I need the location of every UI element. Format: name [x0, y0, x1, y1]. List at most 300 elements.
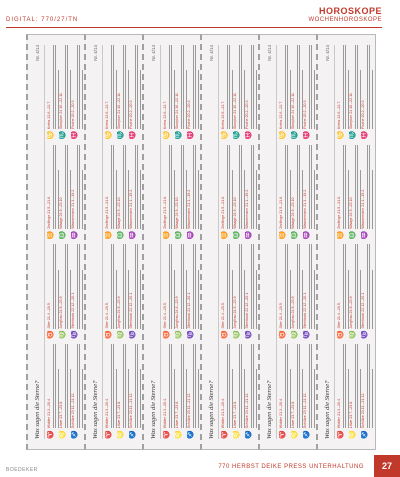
zodiac-text — [245, 344, 257, 428]
zodiac-entry — [117, 145, 129, 240]
horoscope-text-line — [345, 344, 346, 428]
horoscope-text-line — [371, 369, 372, 428]
zodiac-sign-name: Widder 21.3.–20.4. — [162, 397, 167, 429]
zodiac-sign-name: Löwe 23.7.–23.8. — [348, 400, 353, 429]
column-title: Was sagen die Sterne? — [149, 380, 157, 439]
horoscope-text-line — [226, 344, 227, 428]
zodiac-entry — [105, 45, 117, 140]
horoscope-text-line — [52, 344, 53, 428]
zodiac-text — [163, 145, 175, 229]
horoscope-text-line — [197, 170, 198, 229]
taurus-icon: ♉ — [336, 330, 344, 340]
horoscope-text-line — [299, 344, 300, 428]
zodiac-entry — [175, 245, 187, 340]
zodiac-text — [279, 344, 291, 428]
horoscope-text-line — [226, 145, 227, 229]
zodiac-entry — [221, 344, 233, 439]
zodiac-sign-name: Zwillinge 21.5.–21.6. — [162, 195, 167, 229]
taurus-icon: ♉ — [162, 330, 170, 340]
horoscope-text-line — [137, 145, 138, 229]
zodiac-sign-name: Zwillinge 21.5.–21.6. — [336, 195, 341, 229]
zodiac-text — [175, 344, 187, 428]
horoscope-text-line — [134, 245, 135, 329]
horoscope-text-line — [197, 369, 198, 428]
libra-icon: ♎ — [290, 230, 298, 240]
zodiac-entry — [47, 245, 59, 340]
header-code: DIGITAL: 770/27/TN — [6, 17, 79, 23]
zodiac-text — [129, 45, 141, 129]
horoscope-column-content — [263, 39, 315, 445]
zodiac-sign-name: Zwillinge 21.5.–21.6. — [104, 195, 109, 229]
zodiac-text — [361, 145, 373, 229]
column-title: Was sagen die Sterne? — [91, 380, 99, 439]
horoscope-text-line — [79, 45, 80, 129]
zodiac-text — [71, 344, 83, 428]
horoscope-text-line — [250, 45, 251, 129]
zodiac-text — [187, 344, 199, 428]
libra-icon: ♎ — [348, 230, 356, 240]
zodiac-entry — [187, 245, 199, 340]
horoscope-text-line — [122, 245, 123, 329]
zodiac-text — [245, 145, 257, 229]
horoscope-text-line — [197, 270, 198, 329]
zodiac-text — [349, 245, 361, 329]
horoscope-text-line — [250, 344, 251, 428]
horoscope-text-line — [311, 45, 312, 129]
horoscope-text-line — [192, 145, 193, 229]
aries-icon: ♈ — [336, 430, 344, 439]
virgo-icon: ♍ — [290, 330, 298, 340]
horoscope-text-line — [308, 145, 309, 229]
zodiac-entry — [175, 145, 187, 240]
zodiac-text — [47, 245, 59, 329]
zodiac-entry — [279, 344, 291, 439]
zodiac-sign-name: Löwe 23.7.–23.8. — [116, 400, 121, 429]
horoscope-text-line — [67, 145, 68, 229]
zodiac-sign-name: Stier 21.4.–20.5. — [162, 302, 167, 329]
zodiac-sign-name: Widder 21.3.–20.4. — [336, 397, 341, 429]
zodiac-entry — [221, 245, 233, 340]
horoscope-text-line — [64, 245, 65, 329]
leo-icon: ♌ — [290, 430, 298, 439]
horoscope-text-line — [125, 245, 126, 329]
horoscope-column — [26, 34, 86, 450]
zodiac-text — [361, 245, 373, 329]
horoscope-column-content — [31, 39, 83, 445]
horoscope-text-line — [342, 344, 343, 428]
horoscope-text-line — [308, 245, 309, 329]
zodiac-text — [349, 344, 361, 428]
zodiac-entry — [233, 344, 245, 439]
horoscope-text-line — [183, 45, 184, 129]
zodiac-entry — [163, 45, 175, 140]
horoscope-text-line — [180, 45, 181, 129]
gemini-icon: ♊ — [162, 230, 170, 240]
zodiac-entry — [279, 145, 291, 240]
zodiac-sign-name: Wassermann 21.1.–19.2. — [360, 188, 365, 229]
horoscope-text-line — [253, 245, 254, 329]
zodiac-text — [187, 45, 199, 129]
horoscope-text-line — [313, 170, 314, 229]
cancer-icon: ♋ — [46, 131, 54, 140]
zodiac-text — [105, 45, 117, 129]
zodiac-text — [337, 145, 349, 229]
zodiac-sign-name: Waage 24.9.–23.10. — [232, 196, 237, 229]
horoscope-text-line — [134, 45, 135, 129]
sagittarius-icon: ♐ — [70, 430, 78, 439]
horoscope-text-line — [238, 245, 239, 329]
zodiac-entry — [175, 45, 187, 140]
horoscope-text-line — [238, 344, 239, 428]
zodiac-sign-name: Schütze 23.11.–21.12. — [128, 392, 133, 429]
horoscope-text-line — [342, 145, 343, 229]
zodiac-entry — [129, 245, 141, 340]
zodiac-text — [163, 344, 175, 428]
aquarius-icon: ♒ — [186, 230, 194, 240]
zodiac-sign-name: Wassermann 21.1.–19.2. — [70, 188, 75, 229]
zodiac-entry — [59, 245, 71, 340]
zodiac-sign-name: Krebs 22.6.–22.7. — [162, 100, 167, 130]
zodiac-sign-name: Skorpion 24.10.–22.11. — [116, 92, 121, 130]
horoscope-text-line — [226, 45, 227, 129]
zodiac-sign-name: Schütze 23.11.–21.12. — [186, 392, 191, 429]
capricorn-icon: ♑ — [186, 330, 194, 340]
horoscope-text-line — [241, 344, 242, 428]
zodiac-text — [221, 45, 233, 129]
horoscope-text-line — [168, 145, 169, 229]
zodiac-text — [303, 344, 315, 428]
horoscope-text-line — [287, 45, 288, 129]
horoscope-text-line — [192, 344, 193, 428]
issue-number: Nr. 4/14 — [92, 45, 98, 61]
aries-icon: ♈ — [220, 430, 228, 439]
horoscope-text-line — [366, 245, 367, 329]
horoscope-text-line — [81, 270, 82, 329]
libra-icon: ♎ — [174, 230, 182, 240]
zodiac-list — [221, 45, 257, 439]
horoscope-text-line — [371, 170, 372, 229]
cancer-icon: ♋ — [162, 131, 170, 140]
horoscope-column — [84, 34, 144, 450]
zodiac-sign-name: Jungfrau 24.8.–23.9. — [232, 295, 237, 329]
zodiac-text — [187, 145, 199, 229]
horoscope-text-line — [241, 245, 242, 329]
horoscope-text-line — [366, 45, 367, 129]
zodiac-sign-name: Jungfrau 24.8.–23.9. — [290, 295, 295, 329]
horoscope-text-line — [55, 245, 56, 329]
zodiac-text — [117, 245, 129, 329]
horoscope-text-line — [171, 45, 172, 129]
zodiac-entry — [303, 245, 315, 340]
horoscope-text-line — [134, 145, 135, 229]
horoscope-text-line — [139, 369, 140, 428]
zodiac-text — [291, 145, 303, 229]
horoscope-text-line — [180, 145, 181, 229]
sagittarius-icon: ♐ — [244, 430, 252, 439]
horoscope-text-line — [313, 270, 314, 329]
zodiac-list — [279, 45, 315, 439]
horoscope-text-line — [229, 245, 230, 329]
zodiac-sign-name: Jungfrau 24.8.–23.9. — [348, 295, 353, 329]
column-title: Was sagen die Sterne? — [207, 380, 215, 439]
zodiac-sign-name: Steinbock 22.12.–20.1. — [244, 291, 249, 329]
zodiac-text — [105, 245, 117, 329]
zodiac-entry — [291, 245, 303, 340]
horoscope-text-line — [122, 45, 123, 129]
page-number: 27 — [374, 455, 400, 477]
zodiac-sign-name: Wassermann 21.1.–19.2. — [128, 188, 133, 229]
horoscope-text-line — [311, 245, 312, 329]
libra-icon: ♎ — [58, 230, 66, 240]
horoscope-text-line — [229, 344, 230, 428]
zodiac-entry — [47, 45, 59, 140]
issue-number: Nr. 4/14 — [324, 45, 330, 61]
zodiac-entry — [361, 145, 373, 240]
zodiac-text — [59, 145, 71, 229]
zodiac-entry — [233, 245, 245, 340]
zodiac-sign-name: Steinbock 22.12.–20.1. — [70, 291, 75, 329]
virgo-icon: ♍ — [174, 330, 182, 340]
zodiac-entry — [233, 45, 245, 140]
zodiac-sign-name: Waage 24.9.–23.10. — [290, 196, 295, 229]
zodiac-entry — [71, 245, 83, 340]
capricorn-icon: ♑ — [360, 330, 368, 340]
zodiac-entry — [337, 245, 349, 340]
zodiac-sign-name: Löwe 23.7.–23.8. — [232, 400, 237, 429]
gemini-icon: ♊ — [46, 230, 54, 240]
zodiac-sign-name: Wassermann 21.1.–19.2. — [244, 188, 249, 229]
zodiac-entry — [59, 145, 71, 240]
zodiac-sign-name: Stier 21.4.–20.5. — [278, 302, 283, 329]
zodiac-entry — [291, 344, 303, 439]
horoscope-text-line — [238, 145, 239, 229]
horoscope-text-line — [168, 344, 169, 428]
column-title: Was sagen die Sterne? — [265, 380, 273, 439]
horoscope-text-line — [79, 245, 80, 329]
sagittarius-icon: ♐ — [186, 430, 194, 439]
horoscope-column — [316, 34, 376, 450]
horoscope-text-line — [67, 245, 68, 329]
horoscope-text-line — [192, 245, 193, 329]
horoscope-text-line — [76, 45, 77, 129]
zodiac-entry — [71, 344, 83, 439]
zodiac-entry — [279, 45, 291, 140]
zodiac-entry — [105, 245, 117, 340]
horoscope-text-line — [110, 344, 111, 428]
zodiac-text — [279, 45, 291, 129]
zodiac-text — [117, 145, 129, 229]
horoscope-text-line — [183, 145, 184, 229]
zodiac-entry — [59, 344, 71, 439]
column-header — [34, 45, 44, 439]
zodiac-list — [105, 45, 141, 439]
zodiac-entry — [291, 145, 303, 240]
zodiac-entry — [245, 245, 257, 340]
zodiac-entry — [117, 245, 129, 340]
horoscope-text-line — [226, 245, 227, 329]
zodiac-entry — [129, 344, 141, 439]
horoscope-text-line — [81, 170, 82, 229]
zodiac-text — [163, 45, 175, 129]
zodiac-list — [337, 45, 373, 439]
zodiac-entry — [163, 344, 175, 439]
horoscope-text-line — [81, 369, 82, 428]
scorpio-icon: ♏ — [290, 131, 298, 140]
horoscope-text-line — [195, 344, 196, 428]
zodiac-sign-name: Fische 20.2.–20.3. — [186, 99, 191, 130]
horoscope-column — [258, 34, 318, 450]
horoscope-text-line — [171, 344, 172, 428]
horoscope-text-line — [284, 344, 285, 428]
footer-credit: BOEDEKER — [6, 467, 38, 473]
aquarius-icon: ♒ — [360, 230, 368, 240]
zodiac-sign-name: Schütze 23.11.–21.12. — [360, 392, 365, 429]
horoscope-text-line — [64, 344, 65, 428]
zodiac-entry — [349, 245, 361, 340]
horoscope-text-line — [139, 70, 140, 129]
horoscope-text-line — [366, 145, 367, 229]
horoscope-text-line — [52, 145, 53, 229]
horoscope-text-line — [311, 344, 312, 428]
zodiac-sign-name: Löwe 23.7.–23.8. — [174, 400, 179, 429]
horoscope-text-line — [371, 270, 372, 329]
zodiac-text — [59, 344, 71, 428]
zodiac-text — [175, 245, 187, 329]
zodiac-sign-name: Jungfrau 24.8.–23.9. — [116, 295, 121, 329]
column-title: Was sagen die Sterne? — [323, 380, 331, 439]
horoscope-column-content — [205, 39, 257, 445]
zodiac-sign-name: Zwillinge 21.5.–21.6. — [46, 195, 51, 229]
zodiac-text — [361, 344, 373, 428]
zodiac-sign-name: Fische 20.2.–20.3. — [360, 99, 365, 130]
zodiac-text — [187, 245, 199, 329]
gemini-icon: ♊ — [104, 230, 112, 240]
leo-icon: ♌ — [58, 430, 66, 439]
aquarius-icon: ♒ — [244, 230, 252, 240]
zodiac-text — [279, 245, 291, 329]
issue-number: Nr. 4/14 — [34, 45, 40, 61]
zodiac-sign-name: Stier 21.4.–20.5. — [220, 302, 225, 329]
scorpio-icon: ♏ — [174, 131, 182, 140]
zodiac-sign-name: Waage 24.9.–23.10. — [174, 196, 179, 229]
zodiac-entry — [349, 344, 361, 439]
horoscope-text-line — [197, 70, 198, 129]
horoscope-text-line — [134, 344, 135, 428]
horoscope-text-line — [345, 145, 346, 229]
horoscope-text-line — [110, 145, 111, 229]
zodiac-text — [303, 145, 315, 229]
aries-icon: ♈ — [46, 430, 54, 439]
zodiac-sign-name: Steinbock 22.12.–20.1. — [186, 291, 191, 329]
leo-icon: ♌ — [116, 430, 124, 439]
taurus-icon: ♉ — [220, 330, 228, 340]
horoscope-text-line — [287, 145, 288, 229]
zodiac-text — [337, 344, 349, 428]
zodiac-text — [71, 45, 83, 129]
zodiac-text — [105, 145, 117, 229]
pisces-icon: ♓ — [302, 131, 310, 140]
zodiac-sign-name: Fische 20.2.–20.3. — [244, 99, 249, 130]
column-header — [266, 45, 276, 439]
horoscope-text-line — [137, 45, 138, 129]
horoscope-text-line — [67, 45, 68, 129]
footer-publisher: 770 HERBST DEIKE PRESS UNTERHALTUNG — [218, 464, 364, 470]
zodiac-sign-name: Fische 20.2.–20.3. — [70, 99, 75, 130]
issue-number: Nr. 4/14 — [150, 45, 156, 61]
pisces-icon: ♓ — [70, 131, 78, 140]
zodiac-entry — [291, 45, 303, 140]
zodiac-sign-name: Skorpion 24.10.–22.11. — [290, 92, 295, 130]
zodiac-text — [71, 245, 83, 329]
zodiac-sign-name: Widder 21.3.–20.4. — [278, 397, 283, 429]
zodiac-text — [233, 344, 245, 428]
horoscope-text-line — [287, 344, 288, 428]
zodiac-entry — [233, 145, 245, 240]
horoscope-text-line — [299, 145, 300, 229]
virgo-icon: ♍ — [116, 330, 124, 340]
virgo-icon: ♍ — [348, 330, 356, 340]
pisces-icon: ♓ — [360, 131, 368, 140]
zodiac-entry — [303, 145, 315, 240]
sagittarius-icon: ♐ — [360, 430, 368, 439]
pisces-icon: ♓ — [128, 131, 136, 140]
leo-icon: ♌ — [174, 430, 182, 439]
horoscope-text-line — [113, 145, 114, 229]
zodiac-entry — [71, 45, 83, 140]
horoscope-text-line — [195, 245, 196, 329]
horoscope-text-line — [342, 245, 343, 329]
horoscope-text-line — [253, 344, 254, 428]
horoscope-text-line — [308, 344, 309, 428]
zodiac-sign-name: Skorpion 24.10.–22.11. — [232, 92, 237, 130]
horoscope-column-content — [321, 39, 373, 445]
horoscope-text-line — [345, 45, 346, 129]
column-title: Was sagen die Sterne? — [33, 380, 41, 439]
page-title: HOROSKOPE — [318, 6, 382, 16]
zodiac-entry — [129, 45, 141, 140]
column-header — [150, 45, 160, 439]
horoscope-text-line — [255, 170, 256, 229]
horoscope-text-line — [76, 344, 77, 428]
zodiac-text — [337, 245, 349, 329]
zodiac-text — [291, 344, 303, 428]
sagittarius-icon: ♐ — [128, 430, 136, 439]
horoscope-text-line — [296, 145, 297, 229]
zodiac-entry — [303, 45, 315, 140]
horoscope-text-line — [113, 245, 114, 329]
zodiac-sign-name: Waage 24.9.–23.10. — [58, 196, 63, 229]
virgo-icon: ♍ — [232, 330, 240, 340]
horoscope-text-line — [255, 70, 256, 129]
zodiac-entry — [105, 145, 117, 240]
horoscope-text-line — [171, 245, 172, 329]
zodiac-sign-name: Krebs 22.6.–22.7. — [46, 100, 51, 130]
horoscope-text-line — [195, 145, 196, 229]
zodiac-text — [245, 245, 257, 329]
horoscope-text-line — [345, 245, 346, 329]
horoscope-text-line — [125, 145, 126, 229]
zodiac-entry — [337, 344, 349, 439]
horoscope-text-line — [229, 145, 230, 229]
horoscope-text-line — [55, 344, 56, 428]
zodiac-entry — [349, 145, 361, 240]
horoscope-text-line — [238, 45, 239, 129]
zodiac-sign-name: Fische 20.2.–20.3. — [302, 99, 307, 130]
horoscope-text-line — [168, 245, 169, 329]
zodiac-entry — [361, 344, 373, 439]
horoscope-text-line — [250, 245, 251, 329]
horoscope-text-line — [354, 344, 355, 428]
